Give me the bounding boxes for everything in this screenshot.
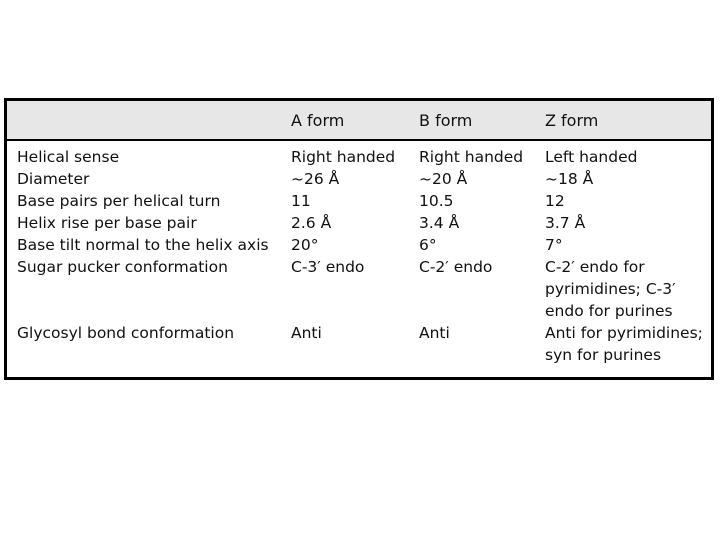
cell-a-form: 20° (291, 236, 319, 254)
cell-b-form: Right handed (419, 148, 524, 166)
cell-a-form: Right handed (291, 148, 396, 166)
cell-z-form: 7° (545, 236, 563, 254)
cell-z-form: 3.7 Å (545, 214, 586, 232)
cell-a-form: 2.6 Å (291, 214, 332, 232)
cell-z-form-line-2: pyrimidines; C-3′ (545, 280, 676, 298)
cell-b-form: 6° (419, 236, 437, 254)
dna-forms-table (4, 98, 714, 380)
cell-z-form: Left handed (545, 148, 638, 166)
cell-b-form: C-2′ endo (419, 258, 493, 276)
row-label: Helix rise per base pair (17, 214, 197, 232)
header-a-form: A form (291, 111, 345, 130)
cell-z-form-line-2: syn for purines (545, 346, 662, 364)
row-label: Glycosyl bond conformation (17, 324, 235, 342)
cell-b-form: Anti (419, 324, 450, 342)
header-b-form: B form (419, 111, 473, 130)
cell-b-form: 10.5 (419, 192, 454, 210)
cell-z-form: ~18 Å (545, 170, 594, 188)
cell-z-form-line-1: Anti for pyrimidines; (545, 324, 703, 342)
cell-z-form-line-1: C-2′ endo for (545, 258, 645, 276)
row-label: Helical sense (17, 148, 120, 166)
row-label: Diameter (17, 170, 90, 188)
cell-a-form: Anti (291, 324, 322, 342)
cell-z-form-line-3: endo for purines (545, 302, 673, 320)
table-body (7, 141, 711, 377)
cell-b-form: ~20 Å (419, 170, 468, 188)
cell-z-form: 12 (545, 192, 565, 210)
header-z-form: Z form (545, 111, 599, 130)
table-header (7, 101, 711, 141)
cell-a-form: C-3′ endo (291, 258, 365, 276)
row-label: Sugar pucker conformation (17, 258, 228, 276)
cell-a-form: 11 (291, 192, 311, 210)
cell-a-form: ~26 Å (291, 170, 340, 188)
row-label: Base pairs per helical turn (17, 192, 221, 210)
row-label: Base tilt normal to the helix axis (17, 236, 269, 254)
cell-b-form: 3.4 Å (419, 214, 460, 232)
